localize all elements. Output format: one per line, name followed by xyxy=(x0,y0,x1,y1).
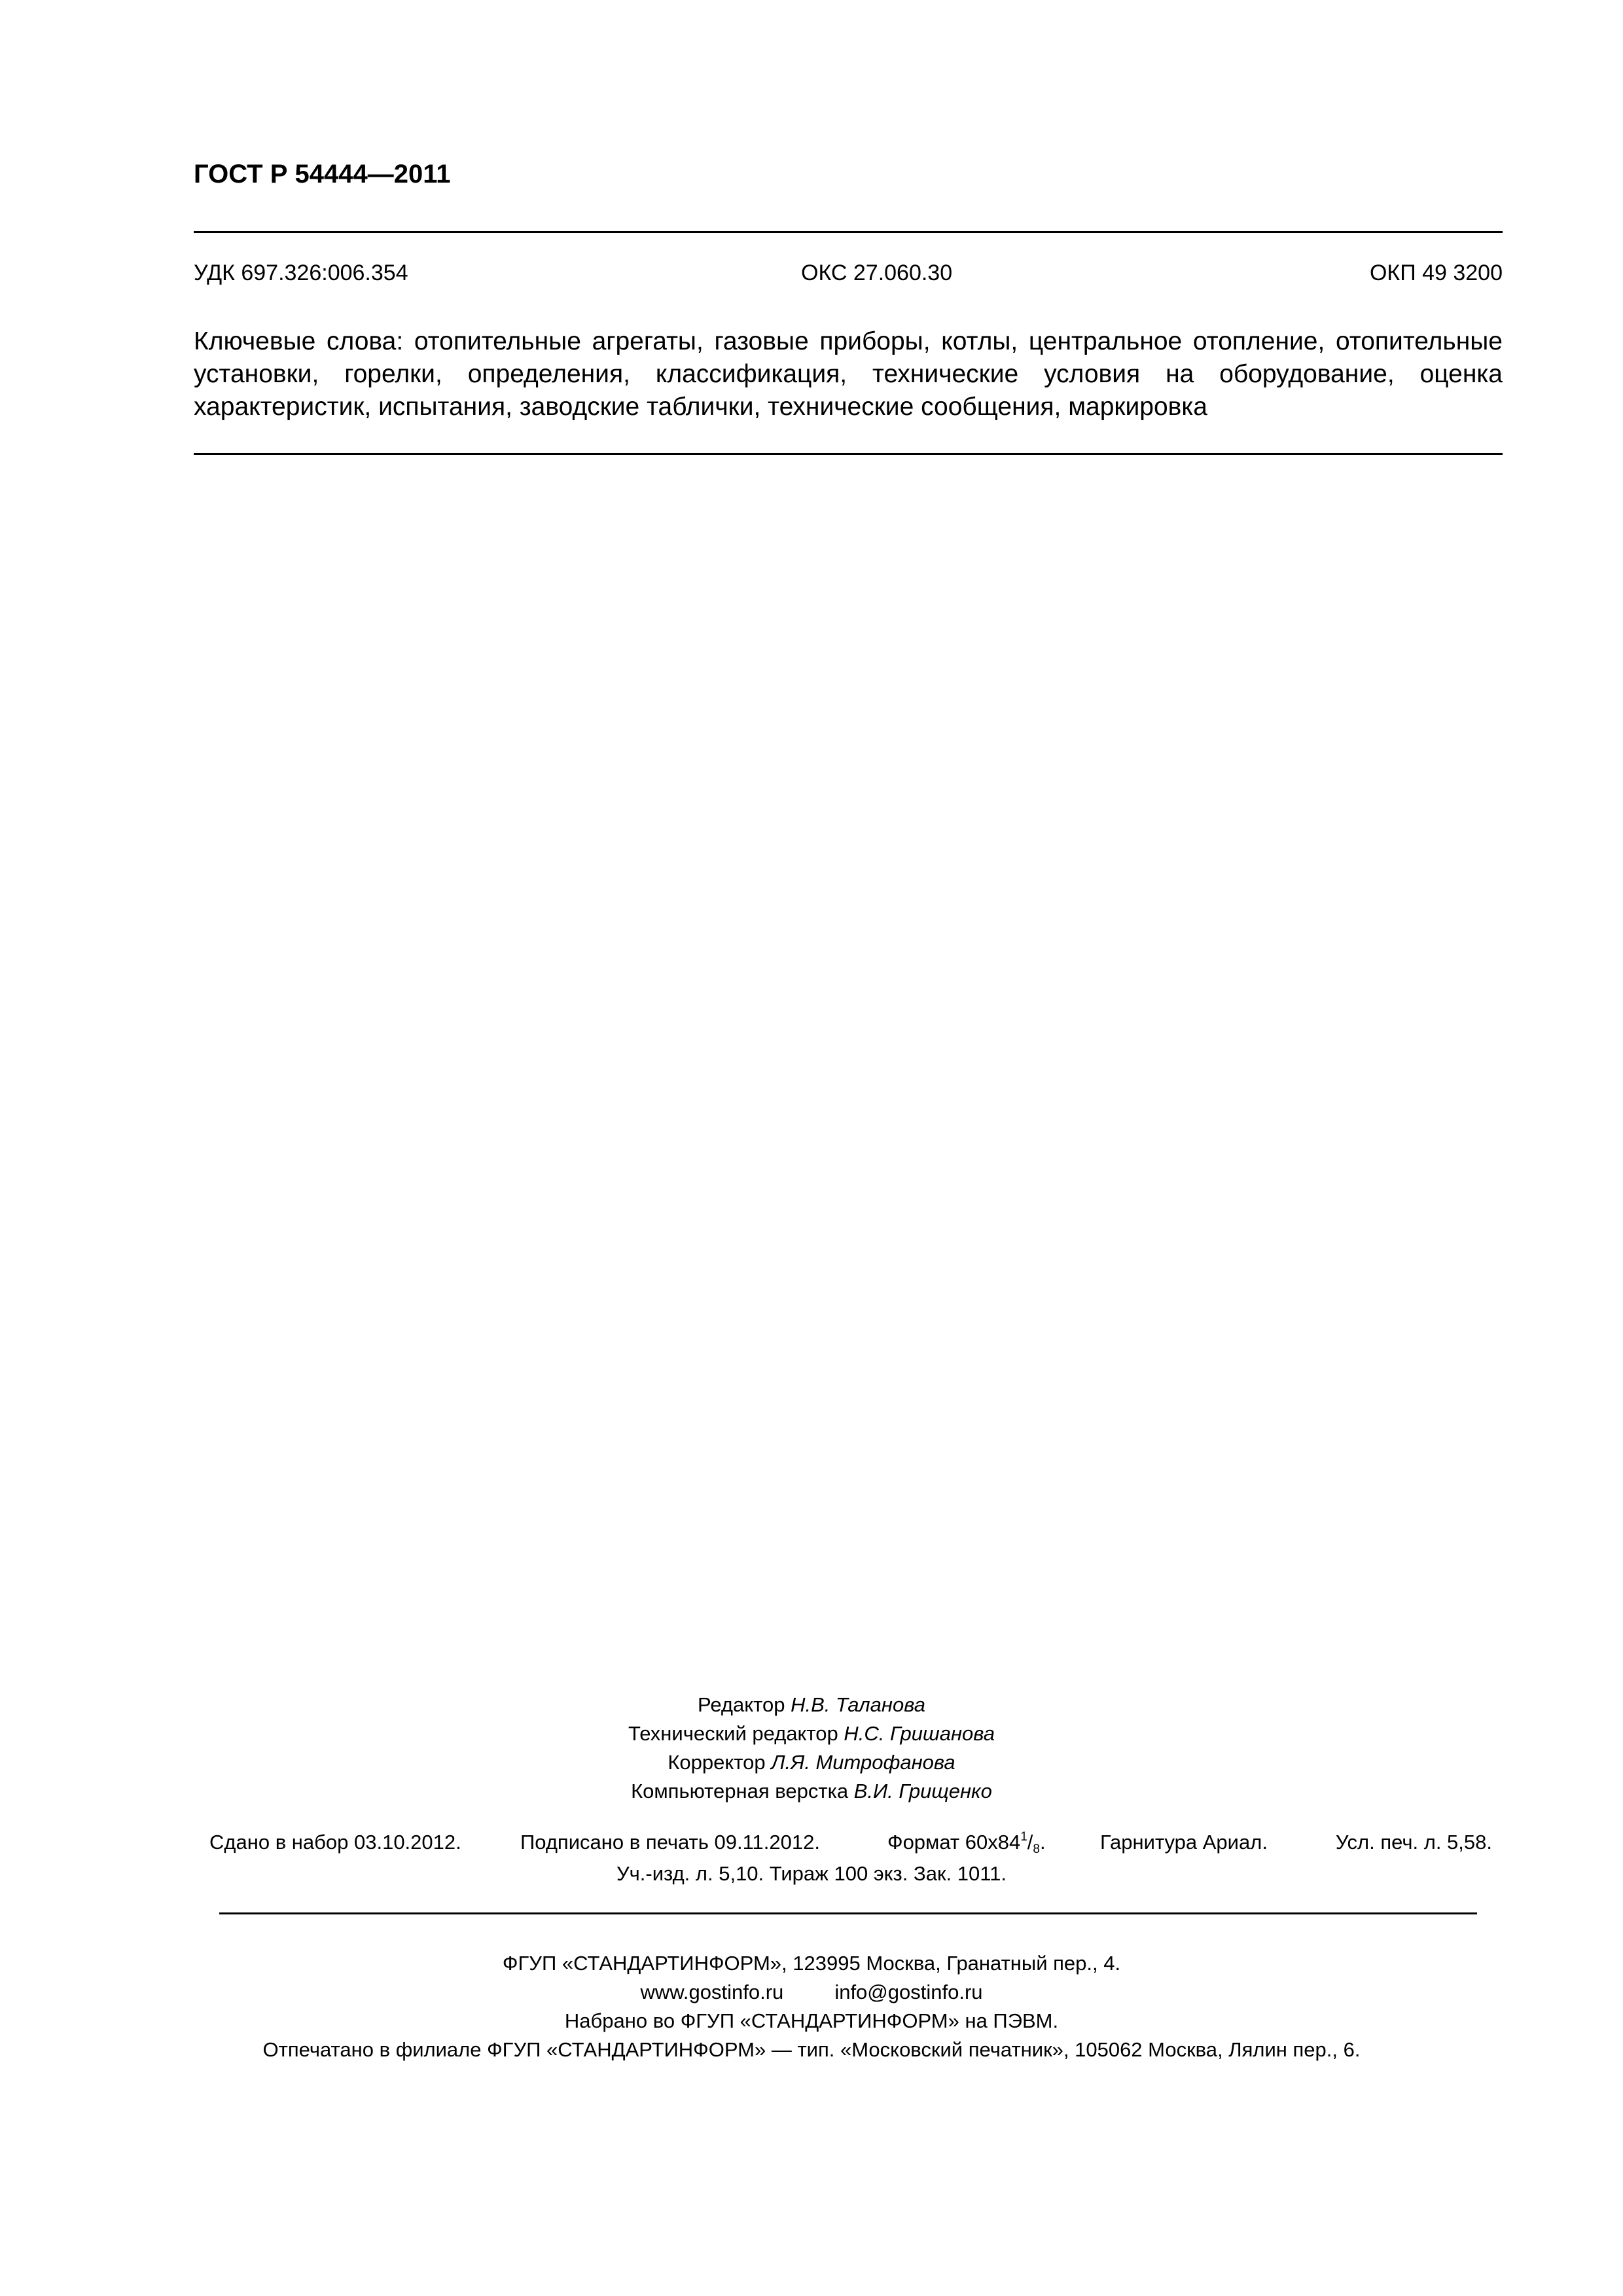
classification-row xyxy=(194,260,1503,293)
publishing-sheets-row: Уч.-изд. л. 5,10. Тираж 100 экз. Зак. 1011. xyxy=(616,1862,1007,1885)
oks-code: ОКС 27.060.30 xyxy=(801,260,953,285)
print-info-row xyxy=(209,1831,1492,1859)
credit-editor-name: Н.В. Таланова xyxy=(791,1693,925,1716)
credit-layout: Компьютерная верстка В.И. Грищенко xyxy=(631,1780,992,1803)
credit-layout-name: В.И. Грищенко xyxy=(853,1780,992,1803)
credits-block xyxy=(0,1691,1623,1806)
website-link[interactable]: www.gostinfo.ru xyxy=(640,1981,784,2003)
web-contacts xyxy=(0,1978,1623,2007)
keywords-paragraph: Ключевые слова: отопительные агрегаты, газовые приборы, котлы, центральное отопление, отопительные установки, горелки, определения, классификация, технические условия на оборудование, оценка характеристик, испытания, заводские таблички, технические сообщения, маркировка xyxy=(194,327,1503,421)
credit-editor: Редактор Н.В. Таланова xyxy=(698,1693,925,1716)
credit-tech-editor: Технический редактор Н.С. Гришанова xyxy=(628,1722,995,1745)
signed-date: Подписано в печать 09.11.2012. xyxy=(520,1831,820,1854)
credit-tech-editor-name: Н.С. Гришанова xyxy=(844,1722,995,1745)
print-sheets: Усл. печ. л. 5,58. xyxy=(1335,1831,1492,1854)
udk-code: УДК 697.326:006.354 xyxy=(194,260,408,285)
keywords-divider xyxy=(194,453,1503,455)
header-divider xyxy=(194,231,1503,233)
imprint-divider xyxy=(219,1912,1477,1914)
typeface-info: Гарнитура Ариал. xyxy=(1100,1831,1268,1854)
typeset-info: Набрано во ФГУП «СТАНДАРТИНФОРМ» на ПЭВМ. xyxy=(564,2009,1059,2032)
submitted-date: Сдано в набор 03.10.2012. xyxy=(209,1831,461,1854)
okp-code: ОКП 49 3200 xyxy=(1369,260,1503,285)
printed-info: Отпечатано в филиале ФГУП «СТАНДАРТИНФОРМ» — тип. «Московский печатник», 105062 Москва, Лялин пер., 6. xyxy=(262,2038,1361,2061)
credit-proofreader: Корректор Л.Я. Митрофанова xyxy=(668,1751,955,1774)
credit-proofreader-name: Л.Я. Митрофанова xyxy=(771,1751,955,1774)
document-code: ГОСТ Р 54444—2011 xyxy=(194,160,451,188)
publisher-address: ФГУП «СТАНДАРТИНФОРМ», 123995 Москва, Гранатный пер., 4. xyxy=(502,1952,1121,1975)
paper-format: Формат $60х84^1/_8$. xyxy=(887,1830,1046,1856)
imprint-block xyxy=(0,1949,1623,2064)
email-link[interactable]: info@gostinfo.ru xyxy=(834,1981,983,2003)
